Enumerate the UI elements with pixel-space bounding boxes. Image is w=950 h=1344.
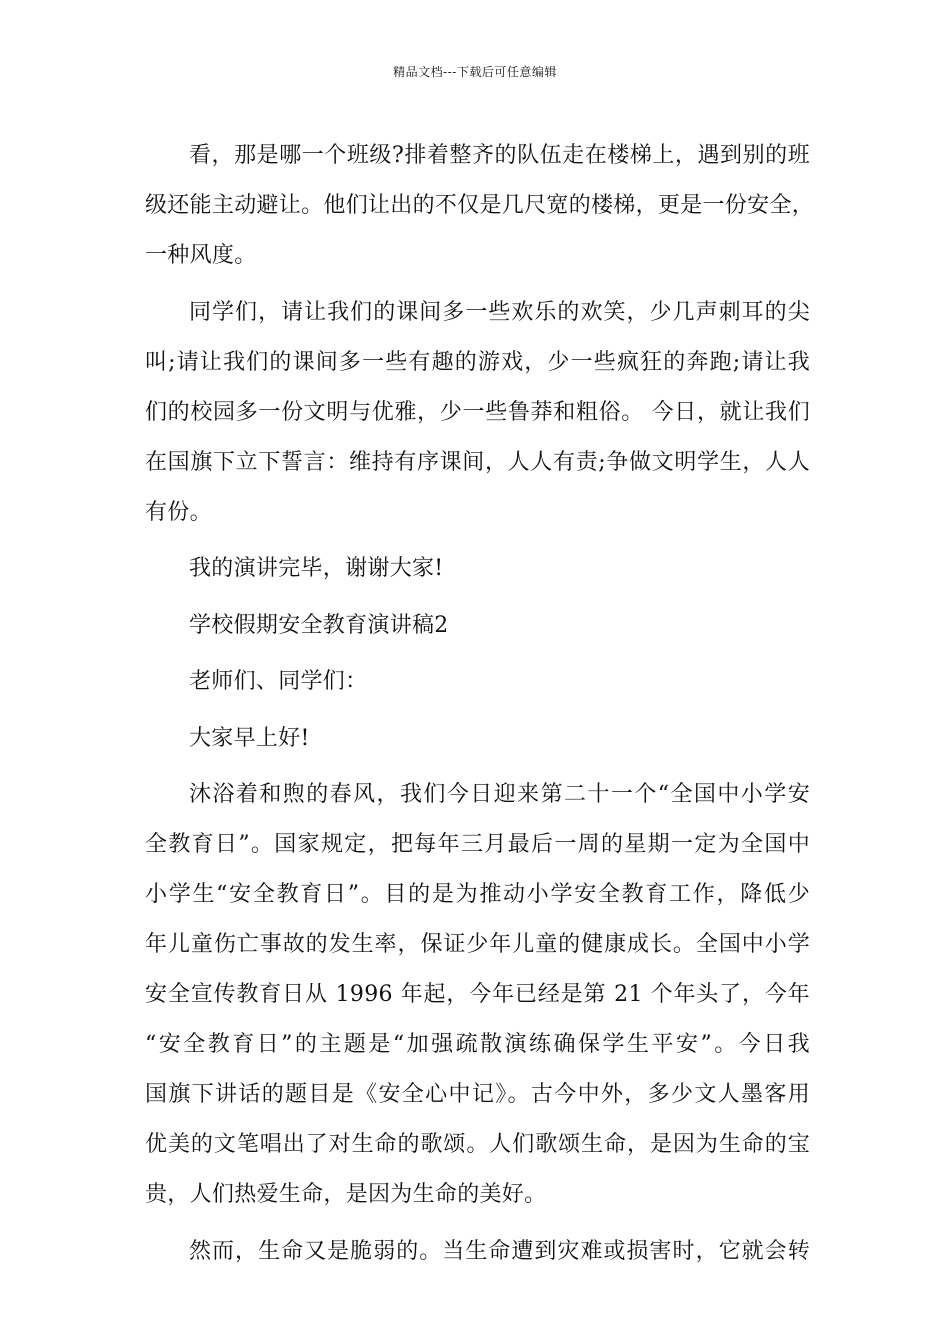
paragraph — [145, 288, 810, 538]
text-line: 在国旗下立下誓言：维持有序课间，人人有责;争做文明学生，人人 — [145, 449, 810, 475]
text-line: 沐浴着和煦的春风，我们今日迎来第二十一个“全国中小学安 — [189, 782, 810, 807]
text-line: 大家早上好! — [189, 725, 310, 751]
text-line: 然而，生命又是脆弱的。当生命遭到灾难或损害时，它就会转 — [189, 1238, 810, 1264]
text-line: 小学生“安全教育日”。目的是为推动小学安全教育工作，降低少 — [145, 882, 810, 907]
section-title — [145, 601, 810, 651]
text-line: 一种风度。 — [145, 243, 257, 268]
salutation — [145, 657, 810, 707]
text-line: 我的演讲完毕，谢谢大家! — [189, 556, 444, 581]
text-line: 安全宣传教育日从 1996 年起，今年已经是第 21 个年头了，今年 — [145, 982, 810, 1007]
paragraph — [145, 544, 810, 594]
page-header: 精品文档---下载后可任意编辑 — [393, 65, 557, 79]
text-line: 们的校园多一份文明与优雅，少一些鲁莽和粗俗。 今日，就让我们 — [145, 399, 810, 425]
text-line: “安全教育日”的主题是“加强疏散演练确保学生平安”。今日我 — [145, 1032, 810, 1057]
paragraph — [145, 131, 815, 281]
paragraph — [145, 1227, 810, 1277]
text-line: 优美的文笔唱出了对生命的歌颂。人们歌颂生命，是因为生命的宝 — [145, 1132, 810, 1157]
text-line: 有份。 — [145, 499, 212, 525]
text-line: 国旗下讲话的题目是《安全心中记》。古今中外，多少文人墨客用 — [145, 1082, 810, 1107]
text-line: 学校假期安全教育演讲稿2 — [189, 612, 449, 638]
text-line: 同学们，请让我们的课间多一些欢乐的欢笑，少几声刺耳的尖 — [189, 299, 810, 325]
text-line: 老师们、同学们： — [189, 669, 368, 694]
text-line: 全教育日”。国家规定，把每年三月最后一周的星期一定为全国中 — [145, 832, 810, 857]
text-line: 看，那是哪一个班级?排着整齐的队伍走在楼梯上，遇到别的班 — [189, 143, 810, 168]
text-line: 级还能主动避让。他们让出的不仅是几尺宽的楼梯，更是一份安全， — [145, 193, 815, 218]
text-line: 叫;请让我们的课间多一些有趣的游戏，少一些疯狂的奔跑;请让我 — [145, 349, 810, 375]
text-line: 年儿童伤亡事故的发生率，保证少年儿童的健康成长。全国中小学 — [145, 932, 810, 957]
greeting — [145, 714, 810, 764]
text-line: 贵，人们热爱生命，是因为生命的美好。 — [145, 1182, 547, 1207]
paragraph — [145, 770, 810, 1220]
document-body — [145, 131, 815, 1283]
